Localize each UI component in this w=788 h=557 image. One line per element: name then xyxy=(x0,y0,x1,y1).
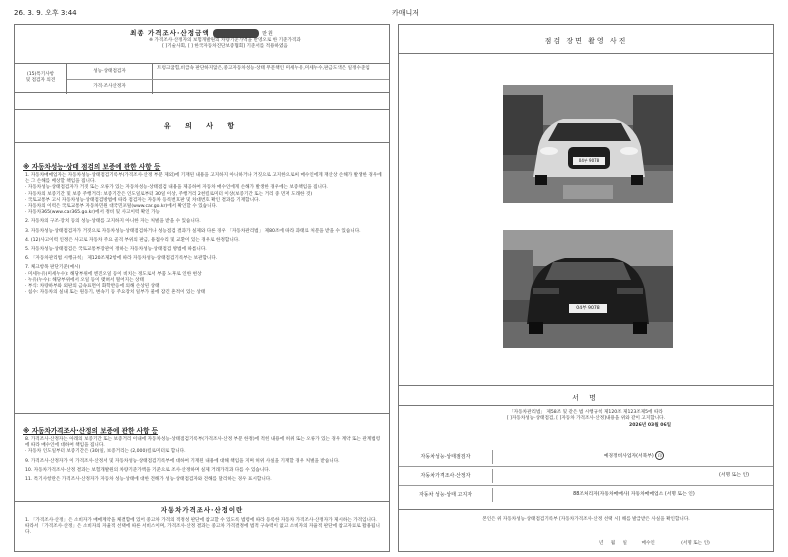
section1-body: 1. 자동차매매업자는 자동차성능·상태점검기록부(가격조사·산정 부분 제외)에 기재된 내용을 고지하지 아니하거나 거짓으로 고지한으로써 매수인에게 재산상 손해가 발생한 경우에는 그 손해를 배상할 책임을 집니다. · 자동차성능·상태점검자가 거짓 또는 오류가 있는 자동차성능·상태점검 내용을 제공하여 자동차 매수인에게 손해가 발생한 경우에는 보증책임을 집니다. · 자동차의 보증기간 및 보증 주행거리: 보증기간은 인도일로부터 30일 이상, 주행거리 2천킬로미터 이상(보증기간 또는 거리 중 먼저 도래한 것) · 국토교통부 고시 자동차성능·상태점검방법에 따라 점검자는 자동차 등록번호판 및 차대번호 확인 결과를 기재합니다. · 자동차의 이력은 국토교통부 자동차민원 대국민포털(www.car.go.kr)에서 확인할 수 있습니다. · 자동차365(www.car365.go.kr)에서 정비 및 사고이력 확인 가능 2. 자동차의 구조·장치 등의 성능·상태를 고지하지 아니한 자는 처벌을 받을 수 있습니다. 3. 자동차성능·상태점검자가 거짓으로 자동차성능·상태점검하거나 성능점검 결과가 실제와 다른 경우 「자동차관리법」 제80조에 따라 과태료 처분을 받을 수 있습니다. 4. (12)사고이력 인정은 사고로 자동차 주요 골격 부위의 판금, 용접수리 및 교환이 있는 경우로 한정합니다. 5. 자동차성능·상태점검은 국토교통부장관이 정하는 자동차성능·상태점검 방법에 따릅니다. 6. 「자동차관리법 시행규칙」 제120조제2항에 따라 자동차성능·상태점검기록부는 보관합니다. 7. 체크항목 판단기준(예시) · 미세누유(미세누수): 해당부위에 엔진오일 등이 비치는 정도로서 부품 노후로 인한 현상 · 누유(누수): 해당부위에서 오일 등이 맺혀서 떨어지는 상태 · 부식: 차량하부와 외판의 금속표면이 화학반응에 의해 손상된 상태 · 침수: 자동차의 실내 또는 원동기, 변속기 등 주요장치 일부가 물에 잠긴 흔적이 있는 상태 xyxy=(25,173,382,296)
seal-stamp-icon: 印 xyxy=(655,451,664,460)
remarks-label: (15)특기사항 및 점검자 의견 xyxy=(15,64,67,94)
inspection-photo-rear xyxy=(503,230,673,348)
plate-rear: 04부 9078 xyxy=(576,306,600,311)
notice-title: 유 의 사 항 xyxy=(163,122,241,130)
document-source-title: 카매니저 xyxy=(392,9,420,17)
car-front-illustration xyxy=(503,85,673,203)
section2-title: ※ 자동차가격조사·산정의 보증에 관한 사항 등 xyxy=(23,427,159,435)
signature-title: 서 명 xyxy=(572,394,600,402)
car-rear-illustration xyxy=(503,230,673,348)
receipt-signature-line: 년 월 일 매수인 (서명 또는 인) xyxy=(599,541,710,546)
inspection-photo-front xyxy=(503,85,673,203)
law-notice: 「자동차관리법」 제58조 및 같은 법 시행규칙 제120조 제123조제5에 따라 [ ]자동차성능·상태점검, [ ]자동차 가격조사·산정]내용을 위와 같이 고지합니다. xyxy=(506,410,666,422)
footer-title: 자동차가격조사·산정이란 xyxy=(160,506,244,514)
left-page xyxy=(14,24,390,552)
notice-date: 2026년 03월 06일 xyxy=(629,423,672,428)
right-page xyxy=(398,24,774,552)
timestamp: 26. 3. 9. 오후 3:44 xyxy=(14,9,77,17)
inspector-remarks: 트렁크굽힘,비급속 판단하지않은,중고자동차성능·상태 무문책인 미세누유,미세누수,판금도색은 일정수준임 xyxy=(157,66,370,71)
remarks-role-labels: 성능·상태점검자 가격·조사산정자 xyxy=(67,64,153,94)
section1-title: ※ 자동차성능·상태 점검의 보증에 관한 사항 등 xyxy=(23,163,161,171)
section2-body: 8. 가격조사·산정자는 아래의 보증기간 또는 보증거리 이내에 자동차성능·상태점검기록부(가격조사·산정 부분 한정)에 적힌 내용에 허위 또는 오류가 있는 경우 계약 또는 관계법령에 따라 매수인에 대하여 책임을 집니다. · 자동차 인도일부터 보증기간은 (30)일, 보증거리는 (2,000)킬로미터로 합니다. 9. 가격조사·산정자가 이 가격조사·산정서 및 자동차성능·상태점검기록부에 대하여 기재된 내용에 대해 책임을 지며 허위 사실을 기재할 경우 처벌을 받습니다. 10. 자동차가격조사·산정 결과는 보험개발원의 차량기준가액을 기준으로 조사·산정하며 실제 거래가격과 다를 수 있습니다. 11. 특기사항란은 가격조사·산정자가 자동차 성능·상태에 대한 견해가 성능·상태점검자와 견해를 달리하는 경우 표시합니다. xyxy=(25,437,381,483)
summary-notes: ※ 가격조사·산정자의 보험개발원의 차량기준가액을 반영오로 한 기준가격과 [ ]기술사회, [ ] 한국자동차진단보증협회] 기준서를 적용하였음 xyxy=(149,38,301,50)
summary-title: 최종 가격조사·산정금액 만원 xyxy=(130,29,274,37)
plate-front: 04부 9078 xyxy=(578,158,600,163)
receipt-confirmation: 본인은 위 자동차성능·상태점검기록부 [자동차가격조사·산정 선택 시] 해를 발급받은 사실을 확인합니다. xyxy=(482,517,690,522)
status-header xyxy=(0,0,788,18)
signature-row-inspector: 자동차성능·상태점검자 예경정비사업자(서북부) 印 xyxy=(399,450,773,464)
remarks-table xyxy=(15,63,389,93)
footer-text: 1. 「가격조사·산정」은 소비자가 매매계약을 체결함에 있어 중고차 가격의 적정성 판단에 참고할 수 있도록 법령에 따라 등록한 자동차 가격조사·산정자가 제시하는 가격입니다. 따라서 「가격조사·산정」은 소비자의 자율적 선택에 따른 서비스이며, 가격조사·산정 결과는 중고차 가격결정에 법적 구속력이 없고 소비자의 자율적 판단에 참고자료로 활용됩니다. xyxy=(25,518,380,536)
signature-row-appraiser: 자동차가격조사·산정자 (서명 또는 인) xyxy=(399,469,773,483)
photo-title: 점검 장면 촬영 사진 xyxy=(544,37,628,45)
amount-redaction xyxy=(213,29,259,38)
signature-row-notifier: 자동차 성능·상태 고지자 88조처리자(자동차매매사) 자동차매매업소 (서명 또는 인) xyxy=(399,488,773,502)
